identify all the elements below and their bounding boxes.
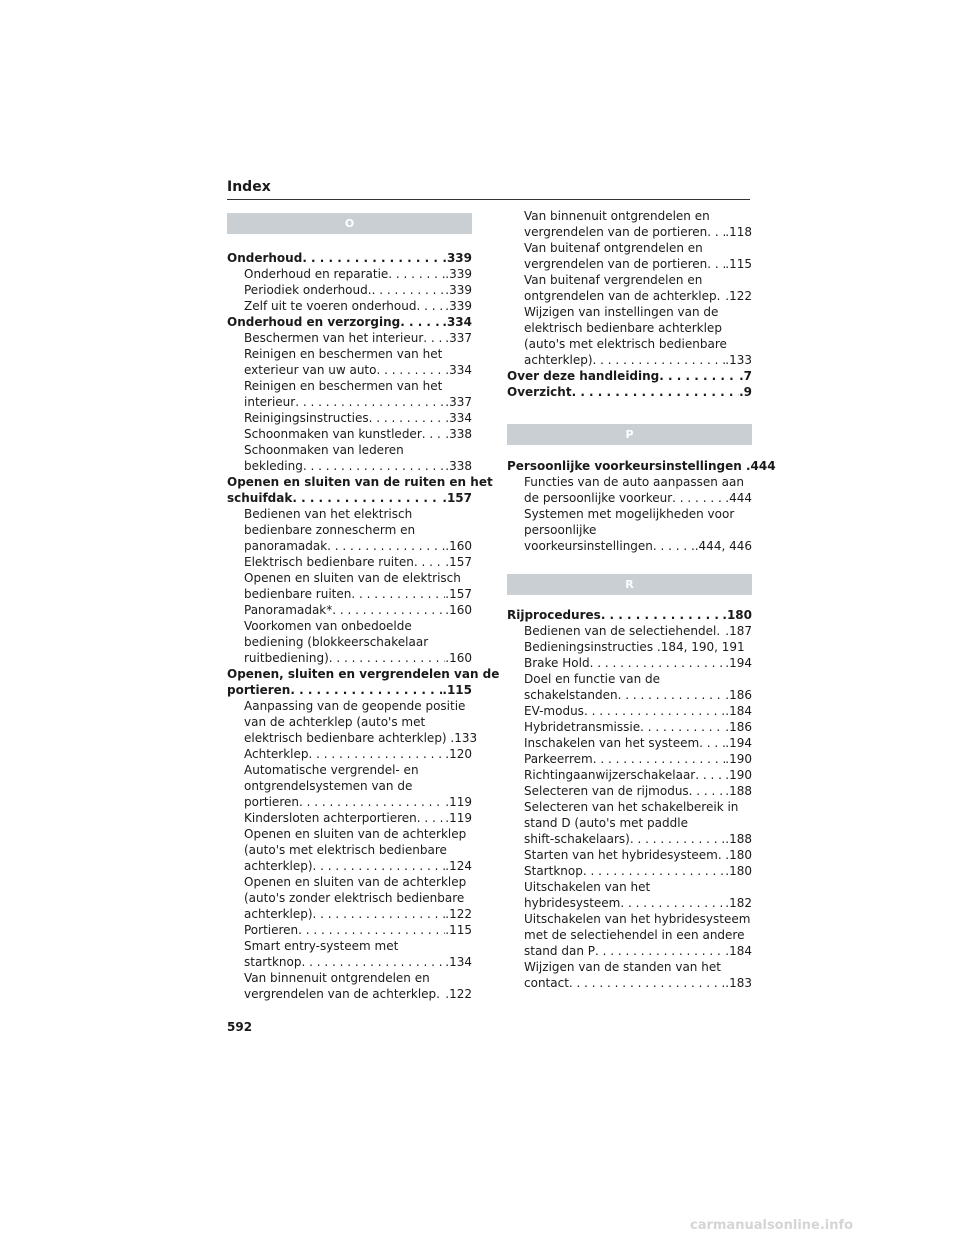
index-entry — [227, 250, 472, 266]
page-ref: .184 — [725, 944, 752, 958]
leader-dots — [707, 224, 725, 240]
entry-text: Richtingaanwijzerschakelaar — [524, 768, 696, 782]
entry-text: interieur — [244, 395, 296, 409]
entry-text: ontgrendelsystemen van de — [244, 779, 413, 793]
index-subentry — [244, 602, 472, 618]
entry-text: de persoonlijke voorkeur — [524, 491, 673, 505]
page-ref: .444 — [725, 491, 752, 505]
index-entry — [227, 474, 493, 490]
index-subentry — [244, 362, 472, 378]
page-ref: .186 — [725, 688, 752, 702]
leader-dots — [369, 410, 446, 426]
page-ref: .9 — [739, 385, 752, 399]
index-subentry — [524, 336, 752, 352]
index-subentry — [524, 959, 752, 975]
index-subentry — [524, 751, 752, 767]
entry-text: Openen en sluiten van de elektrisch — [244, 571, 461, 585]
page-ref: .334 — [445, 363, 472, 377]
index-subentry — [244, 986, 472, 1002]
leader-dots — [313, 858, 446, 874]
index-entry — [507, 458, 776, 474]
leader-dots — [716, 623, 725, 639]
entry-text: Onderhoud — [227, 251, 303, 265]
index-subentry — [524, 256, 752, 272]
entry-text: stand D (auto's met paddle — [524, 816, 688, 830]
page-ref: .338 — [445, 427, 472, 441]
index-subentry — [524, 687, 752, 703]
entry-text: van de achterklep (auto's met — [244, 715, 426, 729]
index-subentry — [524, 815, 752, 831]
leader-dots — [298, 922, 445, 938]
index-subentry — [524, 538, 752, 554]
page-ref: .182 — [725, 896, 752, 910]
index-subentry — [244, 874, 472, 890]
entry-text: Smart entry-systeem met — [244, 939, 399, 953]
entry-text: Systemen met mogelijkheden voor — [524, 507, 735, 521]
leader-dots — [329, 650, 446, 666]
page-ref: .157 — [445, 555, 472, 569]
entry-text: Uitschakelen van het — [524, 880, 651, 894]
index-subentry — [524, 352, 752, 368]
entry-text: voorkeursinstellingen — [524, 539, 653, 553]
entry-text: Schoonmaken van kunstleder — [244, 427, 422, 441]
entry-text: met de selectiehendel in een andere — [524, 928, 745, 942]
entry-text: Bedienen van de selectiehendel — [524, 624, 717, 638]
index-entry — [227, 490, 472, 506]
leader-dots — [659, 368, 739, 384]
index-subentry — [524, 975, 752, 991]
page-ref: .334 — [445, 411, 472, 425]
entry-text: Van buitenaf vergrendelen en — [524, 273, 703, 287]
leader-dots — [601, 607, 723, 623]
entry-text: Openen en sluiten van de ruiten en het — [227, 475, 493, 489]
index-subentry — [524, 506, 752, 522]
entry-text: Reinigingsinstructies — [244, 411, 369, 425]
page-ref: .119 — [445, 811, 472, 825]
index-subentry — [244, 410, 472, 426]
leader-dots — [309, 746, 446, 762]
entry-text: ruitbediening) — [244, 651, 329, 665]
page-ref: .187 — [725, 624, 752, 638]
page-ref: .7 — [739, 369, 752, 383]
leader-dots — [699, 735, 725, 751]
index-subentry — [524, 911, 752, 927]
section-letter-p: P — [507, 424, 752, 445]
entry-text: Van binnenuit ontgrendelen en — [524, 209, 710, 223]
index-subentry — [244, 570, 472, 586]
index-entry — [227, 314, 472, 330]
entry-text: Openen, sluiten en vergrendelen van de — [227, 667, 500, 681]
leader-dots — [583, 863, 725, 879]
page-ref: .157 — [442, 491, 472, 505]
index-subentry — [524, 943, 752, 959]
leader-dots — [290, 682, 442, 698]
page-ref: .194 — [725, 736, 752, 750]
leader-dots — [416, 298, 445, 314]
page-ref: .115 — [442, 683, 472, 697]
leader-dots — [707, 256, 725, 272]
leader-dots — [630, 831, 725, 847]
index-subentry — [524, 671, 752, 687]
entry-text: Schoonmaken van lederen — [244, 443, 404, 457]
index-subentry — [244, 298, 472, 314]
index-subentry — [524, 703, 752, 719]
index-subentry — [524, 783, 752, 799]
entry-text: Brake Hold — [524, 656, 590, 670]
index-subentry — [524, 735, 752, 751]
entry-text: bekleding — [244, 459, 303, 473]
page-ref: .180 — [722, 608, 752, 622]
index-subentry — [524, 240, 752, 256]
entry-text: Bedienen van het elektrisch — [244, 507, 413, 521]
leader-dots — [640, 719, 725, 735]
index-subentry — [524, 320, 752, 336]
page-ref: .160 — [445, 539, 472, 553]
index-subentry — [524, 863, 752, 879]
entry-text: Reinigen en beschermen van het — [244, 379, 443, 393]
leader-dots — [299, 794, 445, 810]
leader-dots — [295, 394, 445, 410]
entry-text: vergrendelen van de portieren — [524, 257, 708, 271]
page-number: 592 — [227, 1020, 253, 1034]
entry-text: bedienbare zonnescherm en — [244, 523, 416, 537]
index-entry — [507, 384, 752, 400]
entry-text: Rijprocedures — [507, 608, 601, 622]
leader-dots — [303, 458, 445, 474]
entry-text: portieren — [244, 795, 299, 809]
leader-dots — [689, 783, 726, 799]
page-ref: .339 — [445, 283, 472, 297]
entry-text: Periodiek onderhoud. — [244, 283, 372, 297]
entry-text: Van binnenuit ontgrendelen en — [244, 971, 430, 985]
index-subentry — [244, 442, 472, 458]
index-subentry — [244, 506, 472, 522]
index-entry — [507, 368, 752, 384]
entry-text: hybridesysteem — [524, 896, 621, 910]
page-ref: .337 — [445, 331, 472, 345]
leader-dots — [595, 943, 725, 959]
entry-text: (auto's zonder elektrisch bedienbare — [244, 891, 465, 905]
leader-dots — [400, 314, 442, 330]
page-ref: .337 — [445, 395, 472, 409]
page-ref: .339 — [445, 299, 472, 313]
leader-dots — [653, 538, 695, 554]
leader-dots — [417, 810, 446, 826]
index-subentry — [244, 394, 472, 410]
entry-text: contact — [524, 976, 569, 990]
entry-text: (auto's met elektrisch bedienbare — [244, 843, 447, 857]
leader-dots — [695, 767, 725, 783]
entry-text: shift-schakelaars) — [524, 832, 630, 846]
leader-dots — [436, 986, 445, 1002]
entry-text: Parkeerrem — [524, 752, 593, 766]
index-subentry — [244, 698, 472, 714]
index-subentry — [244, 858, 472, 874]
entry-text: Persoonlijke voorkeursinstellingen .444 — [507, 459, 776, 473]
section-letter-r: R — [507, 574, 752, 595]
page-ref: .338 — [445, 459, 472, 473]
index-subentry — [244, 906, 472, 922]
page-ref: .115 — [445, 923, 472, 937]
entry-text: Starten van het hybridesysteem — [524, 848, 718, 862]
entry-text: Wijzigen van instellingen van de — [524, 305, 719, 319]
page-ref: .334 — [442, 315, 472, 329]
entry-text: schakelstanden — [524, 688, 618, 702]
page-ref: .118 — [725, 225, 752, 239]
entry-text: Elektrisch bedienbare ruiten — [244, 555, 414, 569]
index-subentry — [244, 810, 472, 826]
page-ref: .124 — [445, 859, 472, 873]
index-subentry — [524, 719, 752, 735]
page-ref: .186 — [725, 720, 752, 734]
entry-text: bediening (blokkeerschakelaar — [244, 635, 429, 649]
entry-text: Beschermen van het interieur — [244, 331, 424, 345]
index-subentry — [244, 794, 472, 810]
index-subentry — [244, 266, 472, 282]
entry-text: Portieren — [244, 923, 299, 937]
leader-dots — [414, 554, 445, 570]
watermark: carmanualsonline.info — [690, 1218, 854, 1233]
leader-dots — [593, 751, 726, 767]
leader-dots — [376, 362, 445, 378]
index-subentry — [244, 378, 472, 394]
entry-text: (auto's met elektrisch bedienbare — [524, 337, 727, 351]
page-title: Index — [227, 179, 271, 195]
index-subentry — [244, 970, 472, 986]
page-ref: .180 — [725, 864, 752, 878]
leader-dots — [572, 384, 740, 400]
index-entry — [507, 607, 752, 623]
page-ref: .190 — [725, 768, 752, 782]
page-ref: .444, 446 — [694, 539, 752, 553]
index-subentry — [524, 522, 752, 538]
leader-dots — [618, 687, 726, 703]
index-subentry — [244, 714, 472, 730]
entry-text: Automatische vergrendel- en — [244, 763, 419, 777]
index-subentry — [244, 554, 472, 570]
index-subentry — [524, 799, 752, 815]
index-subentry — [524, 272, 752, 288]
index-subentry — [524, 767, 752, 783]
entry-text: Uitschakelen van het hybridesysteem — [524, 912, 751, 926]
leader-dots — [388, 266, 445, 282]
entry-text: Onderhoud en verzorging — [227, 315, 401, 329]
entry-text: Bedieningsinstructies .184, 190, 191 — [524, 640, 745, 654]
entry-text: Functies van de auto aanpassen aan — [524, 475, 744, 489]
index-subentry — [244, 954, 472, 970]
leader-dots — [593, 352, 726, 368]
entry-text: elektrisch bedienbare achterklep — [524, 321, 722, 335]
page-ref: .339 — [445, 267, 472, 281]
entry-text: panoramadak — [244, 539, 328, 553]
leader-dots — [672, 490, 725, 506]
entry-text: Doel en functie van de — [524, 672, 661, 686]
page-ref: .184 — [725, 704, 752, 718]
entry-text: Zelf uit te voeren onderhoud — [244, 299, 417, 313]
page-ref: .122 — [445, 907, 472, 921]
entry-text: Wijzigen van de standen van het — [524, 960, 721, 974]
entry-text: persoonlijke — [524, 523, 597, 537]
entry-text: Overzicht — [507, 385, 572, 399]
index-subentry — [524, 639, 752, 655]
entry-text: Reinigen en beschermen van het — [244, 347, 443, 361]
index-subentry — [244, 586, 472, 602]
leader-dots — [423, 330, 445, 346]
entry-text: Onderhoud en reparatie — [244, 267, 389, 281]
index-subentry — [524, 288, 752, 304]
entry-text: Openen en sluiten van de achterklep — [244, 875, 467, 889]
index-subentry — [244, 650, 472, 666]
index-subentry — [244, 842, 472, 858]
index-subentry — [244, 346, 472, 362]
leader-dots — [372, 282, 446, 298]
page-ref: .133 — [725, 353, 752, 367]
entry-text: exterieur van uw auto — [244, 363, 377, 377]
leader-dots — [351, 586, 445, 602]
index-subentry — [524, 623, 752, 639]
index-subentry — [524, 879, 752, 895]
entry-text: vergrendelen van de portieren — [524, 225, 708, 239]
page-ref: .188 — [725, 832, 752, 846]
index-subentry — [244, 826, 472, 842]
index-subentry — [244, 890, 472, 906]
page-ref: .190 — [725, 752, 752, 766]
leader-dots — [332, 602, 445, 618]
index-subentry — [524, 895, 752, 911]
page-ref: .122 — [725, 289, 752, 303]
index-subentry — [244, 538, 472, 554]
entry-text: Achterklep — [244, 747, 309, 761]
entry-text: startknop — [244, 955, 302, 969]
index-subentry — [244, 522, 472, 538]
entry-text: Hybridetransmissie — [524, 720, 641, 734]
entry-text: Kindersloten achterportieren — [244, 811, 417, 825]
leader-dots — [422, 426, 446, 442]
entry-text: schuifdak — [227, 491, 293, 505]
entry-text: Aanpassing van de geopende positie — [244, 699, 466, 713]
page-ref: .183 — [725, 976, 752, 990]
page-ref: .134 — [445, 955, 472, 969]
entry-text: elektrisch bedienbare achterklep) .133 — [244, 731, 478, 745]
title-divider — [227, 199, 750, 200]
leader-dots — [313, 906, 446, 922]
leader-dots — [292, 490, 442, 506]
index-subentry — [524, 224, 752, 240]
entry-text: Panoramadak* — [244, 603, 333, 617]
entry-text: Over deze handleiding — [507, 369, 660, 383]
entry-text: achterklep) — [524, 353, 593, 367]
page-ref: .180 — [725, 848, 752, 862]
page-ref: .194 — [725, 656, 752, 670]
index-subentry — [244, 938, 472, 954]
entry-text: Van buitenaf ontgrendelen en — [524, 241, 703, 255]
entry-text: ontgrendelen van de achterklep — [524, 289, 717, 303]
entry-text: Openen en sluiten van de achterklep — [244, 827, 467, 841]
index-subentry — [524, 304, 752, 320]
index-subentry — [524, 831, 752, 847]
page-ref: .115 — [725, 257, 752, 271]
index-subentry — [524, 847, 752, 863]
page-ref: .160 — [445, 651, 472, 665]
index-subentry — [244, 618, 472, 634]
index-subentry — [244, 282, 472, 298]
leader-dots — [590, 655, 726, 671]
index-subentry — [244, 762, 472, 778]
index-subentry — [524, 927, 752, 943]
index-subentry — [244, 330, 472, 346]
entry-text: Selecteren van het schakelbereik in — [524, 800, 739, 814]
leader-dots — [718, 847, 725, 863]
index-subentry — [524, 655, 752, 671]
entry-text: vergrendelen van de achterklep — [244, 987, 437, 1001]
index-subentry — [244, 458, 472, 474]
index-subentry — [524, 208, 752, 224]
index-subentry — [524, 490, 752, 506]
section-letter-o: O — [227, 213, 472, 234]
index-entry — [227, 682, 472, 698]
leader-dots — [569, 975, 725, 991]
page-ref: .157 — [445, 587, 472, 601]
entry-text: Voorkomen van onbedoelde — [244, 619, 412, 633]
page-ref: .188 — [725, 784, 752, 798]
page-ref: .339 — [442, 251, 472, 265]
index-subentry — [244, 778, 472, 794]
entry-text: Inschakelen van het systeem — [524, 736, 700, 750]
entry-text: bedienbare ruiten — [244, 587, 352, 601]
entry-text: portieren — [227, 683, 291, 697]
page-ref: .122 — [445, 987, 472, 1001]
leader-dots — [717, 288, 726, 304]
leader-dots — [584, 703, 725, 719]
entry-text: Selecteren van de rijmodus — [524, 784, 689, 798]
entry-text: achterklep) — [244, 859, 313, 873]
index-entry — [227, 666, 500, 682]
index-subentry — [244, 730, 478, 746]
index-subentry — [244, 922, 472, 938]
leader-dots — [620, 895, 725, 911]
index-subentry — [244, 426, 472, 442]
leader-dots — [302, 250, 442, 266]
index-subentry — [244, 746, 472, 762]
index-subentry — [524, 474, 752, 490]
entry-text: achterklep) — [244, 907, 313, 921]
entry-text: stand dan P — [524, 944, 595, 958]
entry-text: Startknop — [524, 864, 583, 878]
index-subentry — [244, 634, 472, 650]
leader-dots — [301, 954, 445, 970]
leader-dots — [327, 538, 445, 554]
entry-text: EV-modus — [524, 704, 584, 718]
page-ref: .160 — [445, 603, 472, 617]
page-ref: .119 — [445, 795, 472, 809]
page-ref: .120 — [445, 747, 472, 761]
